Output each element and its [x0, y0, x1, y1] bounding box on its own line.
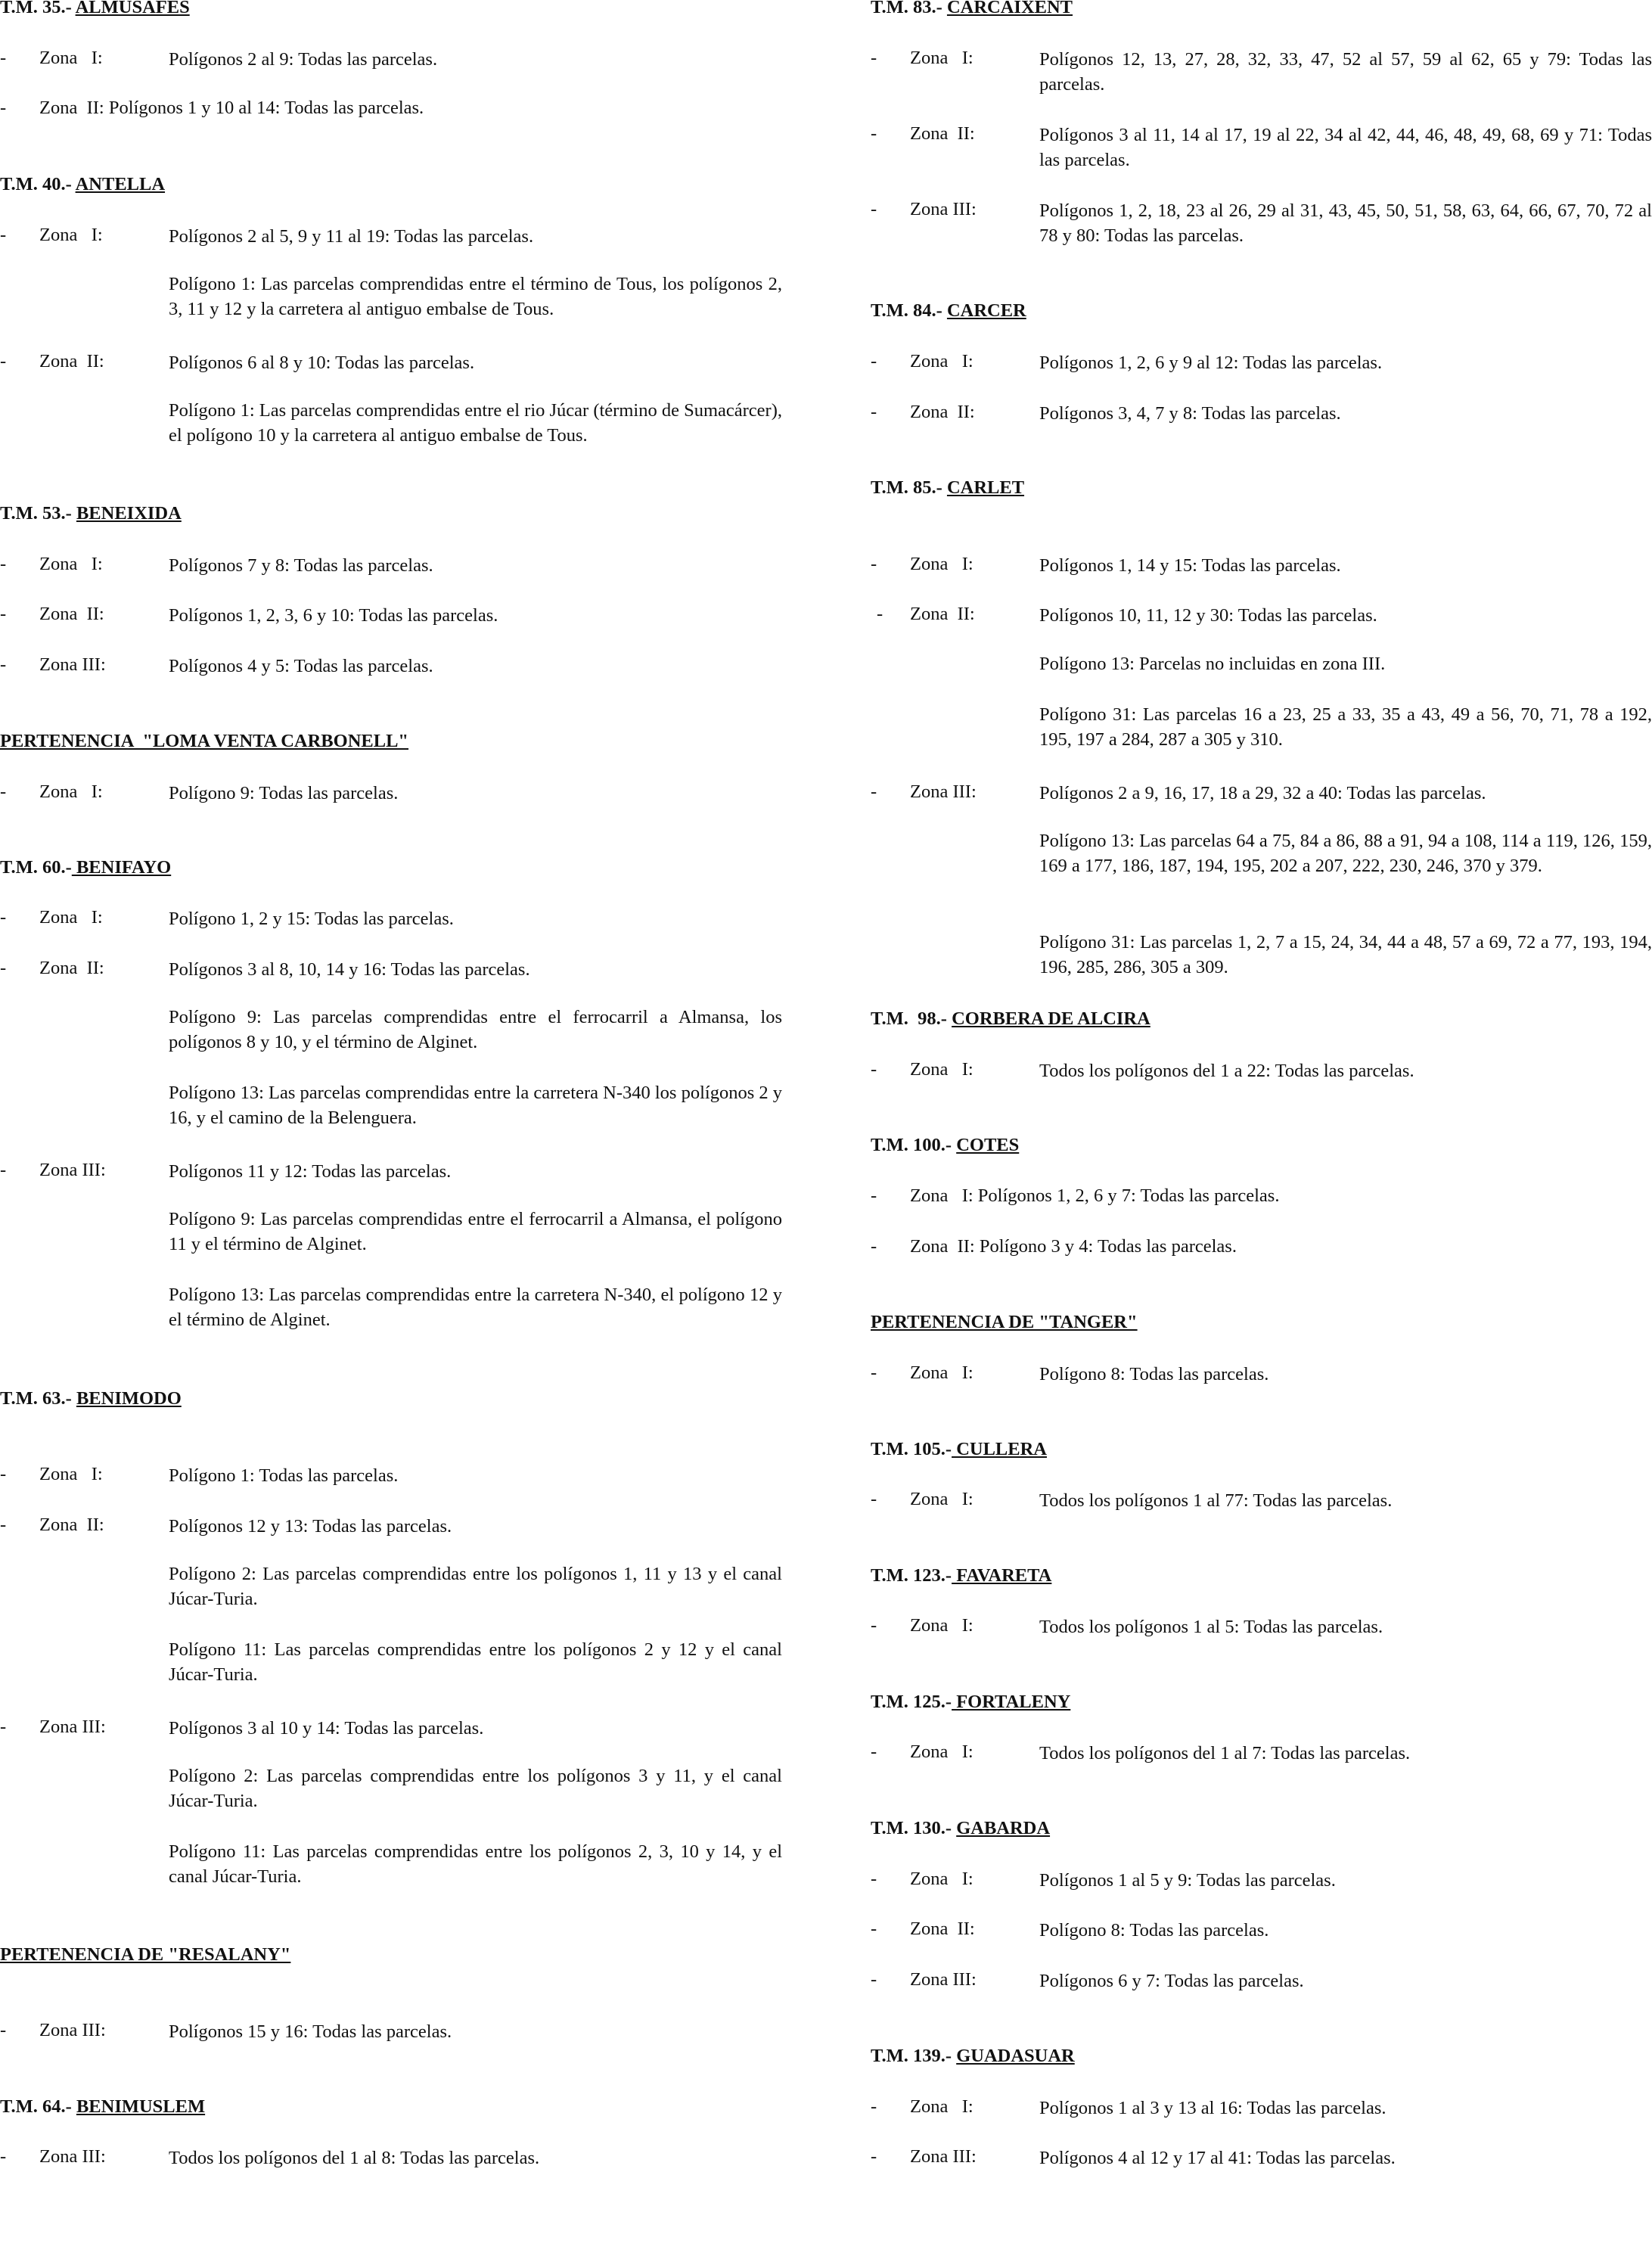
bullet-dash: -	[0, 907, 7, 928]
bullet-dash: -	[871, 402, 877, 422]
bullet-dash: -	[871, 781, 877, 802]
bullet-dash: -	[871, 1742, 877, 1762]
tm-number: T.M. 84.-	[871, 300, 942, 321]
zone-label: Zona I:	[910, 1059, 974, 1080]
tm-number: T.M. 63.-	[0, 1388, 72, 1409]
zone-row	[871, 198, 1652, 246]
parcel-paragraph: Polígono 9: Las parcelas comprendidas entre el ferrocarril a Almansa, los polígonos 8 y 10, y el término de Alginet.	[169, 1007, 782, 1052]
zone-text: Todos los polígonos del 1 al 7: Todas las parcelas.	[1039, 1743, 1411, 1763]
zone-label: Zona I:	[910, 1869, 974, 1889]
bullet-dash: -	[871, 1919, 877, 1939]
parcel-paragraph: Polígono 1: Las parcelas comprendidas entre el rio Júcar (término de Sumacárcer), el polígono 10 y la carretera al antiguo embalse de Tous.	[169, 400, 782, 446]
zone-text: Todos los polígonos 1 al 5: Todas las parcelas.	[1039, 1617, 1383, 1637]
zone-label: Zona II:	[39, 1515, 104, 1535]
parcel-paragraph: Polígono 13: Las parcelas comprendidas entre la carretera N-340, el polígono 12 y el término de Alginet.	[169, 1285, 782, 1330]
bullet-dash: -	[0, 1515, 7, 1535]
bullet-dash: -	[877, 604, 883, 624]
bullet-dash: -	[871, 1236, 877, 1257]
parcel-paragraph: Polígono 31: Las parcelas 16 a 23, 25 a 33, 35 a 43, 49 a 56, 70, 71, 78 a 192, 195, 197 a 284, 287 a 305 y 310.	[1039, 704, 1652, 750]
zone-label: Zona I:	[910, 48, 974, 68]
zone-label: Zona II:	[910, 1919, 975, 1939]
zone-row	[871, 1968, 1652, 1991]
zone-row	[871, 603, 1652, 626]
municipality-name: FORTALENY	[952, 1692, 1071, 1712]
parcel-paragraph: Polígono 11: Las parcelas comprendidas entre los polígonos 2 y 12 y el canal Júcar-Turia.	[169, 1639, 782, 1685]
bullet-dash: -	[0, 1464, 7, 1484]
zone-text: Polígonos 1, 14 y 15: Todas las parcelas.	[1039, 555, 1341, 576]
bullet-dash: -	[0, 225, 7, 245]
bullet-dash: -	[871, 48, 877, 68]
zone-row	[871, 1185, 1652, 1207]
bullet-dash: -	[0, 1160, 7, 1180]
zone-text: Polígonos 4 al 12 y 17 al 41: Todas las parcelas.	[1039, 2148, 1396, 2168]
zone-row	[0, 47, 782, 70]
municipality-name: CARCAIXENT	[946, 0, 1073, 17]
zone-row	[0, 654, 782, 676]
parcel-paragraph: Polígono 13: Las parcelas 64 a 75, 84 a 86, 88 a 91, 94 a 108, 114 a 119, 126, 159, 169 a 177, 186, 187, 194, 195, 202 a 207, 222, 230, 246, 370 y 379.	[1039, 831, 1652, 876]
heading-almusafes	[0, 0, 190, 19]
tm-number: T.M. 100.-	[871, 1135, 952, 1155]
zone-label: Zona I:	[910, 2096, 974, 2117]
bullet-dash: -	[0, 604, 7, 624]
zone-label: Zona I:	[910, 1363, 974, 1383]
zone-text: Polígonos 10, 11, 12 y 30: Todas las parcelas.	[1039, 605, 1377, 626]
bullet-dash: -	[871, 1059, 877, 1080]
tm-number: T.M. 139.-	[871, 2046, 952, 2066]
bullet-dash: -	[0, 1717, 7, 1737]
zone-label: Zona I:	[39, 554, 103, 574]
zone-text: Polígono 9: Todas las parcelas.	[169, 783, 399, 803]
zone-row	[871, 1741, 1652, 1763]
zone-label: Zona III:	[39, 654, 106, 675]
pertenencia-title: PERTENENCIA DE "TANGER"	[871, 1312, 1138, 1332]
zone-label: Zona I:	[910, 1489, 974, 1509]
tm-number: T.M. 123.-	[871, 1565, 952, 1586]
bullet-dash: -	[871, 1185, 877, 1206]
parcel-paragraph: Polígono 31: Las parcelas 1, 2, 7 a 15, 24, 34, 44 a 48, 57 a 69, 72 a 77, 193, 194, 196, 285, 286, 305 a 309.	[1039, 932, 1652, 977]
zone-row	[0, 553, 782, 576]
zone-text: Polígonos 7 y 8: Todas las parcelas.	[169, 555, 433, 576]
zone-text: Polígonos 3 al 10 y 14: Todas las parcelas.	[169, 1718, 484, 1739]
parcel-paragraph: Polígono 11: Las parcelas comprendidas entre los polígonos 2, 3, 10 y 14, y el canal Júcar-Turia.	[169, 1841, 782, 1887]
zone-text: Todos los polígonos del 1 a 22: Todas las parcelas.	[1039, 1061, 1414, 1081]
zone-row	[0, 350, 782, 373]
zone-row	[0, 224, 782, 247]
heading-guadasuar	[871, 2045, 1075, 2068]
zone-label: Zona III:	[910, 781, 977, 802]
zone-text: Polígonos 3 al 11, 14 al 17, 19 al 22, 34 al 42, 44, 46, 48, 49, 68, 69 y 71: Todas las parcelas.	[1039, 125, 1652, 170]
heading-fortaleny	[871, 1691, 1070, 1714]
zone-row	[0, 97, 782, 120]
zone-text: Polígonos 1, 2, 18, 23 al 26, 29 al 31, 43, 45, 50, 51, 58, 63, 64, 66, 67, 70, 72 al 78 y 80: Todas las parcelas.	[1039, 200, 1652, 246]
zone-row	[871, 47, 1652, 95]
municipality-name: CORBERA DE ALCIRA	[952, 1008, 1150, 1029]
zone-label: Zona I:	[910, 351, 974, 371]
zone-row	[0, 957, 782, 980]
zone-label: Zona I:	[39, 781, 103, 802]
zone-inline-text: Zona II: Polígono 3 y 4: Todas las parcelas.	[910, 1236, 1237, 1257]
heading-carlet	[871, 477, 1024, 499]
zone-text: Polígonos 12 y 13: Todas las parcelas.	[169, 1516, 452, 1537]
zone-row	[0, 2019, 782, 2042]
bullet-dash: -	[871, 1615, 877, 1636]
zone-label: Zona II:	[910, 123, 975, 144]
tm-number: T.M. 130.-	[871, 1818, 952, 1838]
zone-text: Polígonos 1 al 3 y 13 al 16: Todas las parcelas.	[1039, 2098, 1386, 2118]
heading-pertenencia-tanger	[871, 1311, 1138, 1334]
zone-text: Polígono 8: Todas las parcelas.	[1039, 1920, 1269, 1941]
parcel-paragraph: Polígono 2: Las parcelas comprendidas entre los polígonos 3 y 11, y el canal Júcar-Turia.	[169, 1766, 782, 1811]
tm-number: T.M. 35.-	[0, 0, 72, 17]
zone-row	[871, 1058, 1652, 1081]
bullet-dash: -	[871, 1969, 877, 1990]
heading-cotes	[871, 1134, 1019, 1157]
tm-number: T.M. 40.-	[0, 174, 72, 194]
zone-text: Polígonos 4 y 5: Todas las parcelas.	[169, 656, 433, 676]
zone-label: Zona II:	[910, 604, 975, 624]
tm-number: T.M. 85.-	[871, 477, 942, 498]
zone-label: Zona I:	[39, 907, 103, 928]
zone-row	[871, 350, 1652, 373]
zone-text: Polígono 1, 2 y 15: Todas las parcelas.	[169, 909, 454, 929]
tm-number: T.M. 60.-	[0, 857, 72, 878]
tm-number: T.M. 53.-	[0, 503, 72, 524]
municipality-name: CULLERA	[952, 1439, 1047, 1459]
heading-carcaixent	[871, 0, 1073, 19]
zone-text: Polígono 1: Todas las parcelas.	[169, 1465, 399, 1486]
zone-label: Zona I:	[910, 1742, 974, 1762]
bullet-dash: -	[0, 2146, 7, 2167]
parcel-paragraph: Polígono 9: Las parcelas comprendidas entre el ferrocarril a Almansa, el polígono 11 y el término de Alginet.	[169, 1209, 782, 1254]
heading-benimodo	[0, 1387, 182, 1410]
bullet-dash: -	[871, 2096, 877, 2117]
zone-row	[0, 1159, 782, 1182]
bullet-dash: -	[0, 2020, 7, 2040]
heading-antella	[0, 173, 165, 196]
zone-label: Zona I:	[39, 225, 103, 245]
zone-label: Zona II:	[39, 958, 104, 978]
municipality-name: GUADASUAR	[956, 2046, 1075, 2066]
parcel-paragraph: Polígono 13: Las parcelas comprendidas entre la carretera N-340 los polígonos 2 y 16, y el camino de la Belenguera.	[169, 1083, 782, 1128]
zone-label: Zona I:	[39, 48, 103, 68]
zone-row	[871, 2096, 1652, 2118]
zone-text: Polígonos 11 y 12: Todas las parcelas.	[169, 1161, 452, 1182]
zone-row	[871, 123, 1652, 170]
parcel-paragraph: Polígono 13: Parcelas no incluidas en zona III.	[1039, 654, 1386, 674]
municipality-name: COTES	[956, 1135, 1020, 1155]
zone-text: Polígonos 3 al 8, 10, 14 y 16: Todas las parcelas.	[169, 959, 530, 980]
pertenencia-title: PERTENENCIA "LOMA VENTA CARBONELL"	[0, 731, 409, 751]
municipality-name: ALMUSAFES	[75, 0, 190, 17]
heading-pertenencia-resalany	[0, 1944, 290, 1966]
heading-benimuslem	[0, 2096, 205, 2118]
zone-text: Todos los polígonos del 1 al 8: Todas las parcelas.	[169, 2148, 540, 2168]
zone-row	[871, 401, 1652, 424]
zone-row	[871, 1918, 1652, 1941]
zone-inline-text: Zona II: Polígonos 1 y 10 al 14: Todas las parcelas.	[39, 98, 424, 118]
municipality-name: BENIMUSLEM	[76, 2096, 206, 2117]
bullet-dash: -	[871, 123, 877, 144]
zone-text: Polígonos 2 al 9: Todas las parcelas.	[169, 49, 438, 70]
zone-row	[0, 603, 782, 626]
zone-text: Polígonos 1 al 5 y 9: Todas las parcelas.	[1039, 1870, 1336, 1891]
zone-text: Todos los polígonos 1 al 77: Todas las parcelas.	[1039, 1490, 1393, 1511]
zone-row	[871, 1614, 1652, 1637]
zone-label: Zona III:	[39, 1717, 106, 1737]
zone-text: Polígonos 12, 13, 27, 28, 32, 33, 47, 52 al 57, 59 al 62, 65 y 79: Todas las parcelas.	[1039, 49, 1652, 95]
zone-text: Polígonos 3, 4, 7 y 8: Todas las parcelas.	[1039, 403, 1341, 424]
bullet-dash: -	[0, 98, 7, 118]
zone-text: Polígonos 1, 2, 6 y 9 al 12: Todas las parcelas.	[1039, 353, 1383, 373]
zone-row	[0, 1716, 782, 1739]
bullet-dash: -	[0, 654, 7, 675]
zone-row	[0, 781, 782, 803]
municipality-name: CARLET	[946, 477, 1025, 498]
tm-number: T.M. 83.-	[871, 0, 942, 17]
zone-label: Zona II:	[39, 604, 104, 624]
tm-number: T.M. 64.-	[0, 2096, 72, 2117]
heading-favareta	[871, 1565, 1051, 1587]
zone-row	[871, 1868, 1652, 1891]
zone-label: Zona III:	[39, 2020, 106, 2040]
zone-row	[0, 2146, 782, 2168]
bullet-dash: -	[0, 351, 7, 371]
tm-number: T.M. 98.-	[871, 1008, 947, 1029]
zone-row	[0, 1514, 782, 1537]
zone-row	[871, 1235, 1652, 1258]
municipality-name: BENIMODO	[76, 1388, 182, 1409]
zone-row	[0, 906, 782, 929]
zone-label: Zona III:	[910, 1969, 977, 1990]
zone-text: Polígonos 2 al 5, 9 y 11 al 19: Todas las parcelas.	[169, 226, 534, 247]
zone-label: Zona III:	[910, 2146, 977, 2167]
heading-pertenencia-loma	[0, 730, 408, 753]
municipality-name: GABARDA	[956, 1818, 1051, 1838]
zone-row	[871, 1362, 1652, 1384]
heading-benifayo	[0, 856, 171, 879]
zone-text: Polígono 8: Todas las parcelas.	[1039, 1364, 1269, 1384]
pertenencia-title: PERTENENCIA DE "RESALANY"	[0, 1944, 291, 1965]
bullet-dash: -	[0, 554, 7, 574]
tm-number: T.M. 105.-	[871, 1439, 952, 1459]
bullet-dash: -	[0, 48, 7, 68]
zone-text: Polígonos 1, 2, 3, 6 y 10: Todas las parcelas.	[169, 605, 498, 626]
zone-label: Zona III:	[39, 1160, 106, 1180]
bullet-dash: -	[0, 781, 7, 802]
heading-carcer	[871, 300, 1026, 322]
heading-gabarda	[871, 1817, 1050, 1840]
parcel-paragraph: Polígono 2: Las parcelas comprendidas entre los polígonos 1, 11 y 13 y el canal Júcar-Turia.	[169, 1564, 782, 1609]
tm-number: T.M. 125.-	[871, 1692, 952, 1712]
heading-cullera	[871, 1438, 1047, 1461]
bullet-dash: -	[0, 958, 7, 978]
parcel-paragraph: Polígono 1: Las parcelas comprendidas entre el término de Tous, los polígonos 2, 3, 11 y 12 y la carretera al antiguo embalse de Tous.	[169, 274, 782, 319]
zone-label: Zona III:	[39, 2146, 106, 2167]
heading-corbera	[871, 1008, 1150, 1030]
municipality-name: ANTELLA	[75, 174, 166, 194]
bullet-dash: -	[871, 554, 877, 574]
zone-label: Zona II:	[910, 402, 975, 422]
municipality-name: BENIFAYO	[71, 857, 172, 878]
zone-label: Zona I:	[910, 554, 974, 574]
bullet-dash: -	[871, 1869, 877, 1889]
municipality-name: BENEIXIDA	[76, 503, 182, 524]
zone-row	[0, 1463, 782, 1486]
bullet-dash: -	[871, 2146, 877, 2167]
zone-row	[871, 553, 1652, 576]
bullet-dash: -	[871, 1363, 877, 1383]
bullet-dash: -	[871, 199, 877, 219]
zone-text: Polígonos 6 al 8 y 10: Todas las parcelas.	[169, 353, 475, 373]
zone-text: Polígonos 2 a 9, 16, 17, 18 a 29, 32 a 40: Todas las parcelas.	[1039, 783, 1486, 803]
zone-text: Polígonos 15 y 16: Todas las parcelas.	[169, 2021, 452, 2042]
municipality-name: FAVARETA	[952, 1565, 1052, 1586]
zone-inline-text: Zona I: Polígonos 1, 2, 6 y 7: Todas las parcelas.	[910, 1185, 1280, 1206]
zone-row	[871, 2146, 1652, 2168]
municipality-name: CARCER	[946, 300, 1026, 321]
bullet-dash: -	[871, 1489, 877, 1509]
zone-label: Zona II:	[39, 351, 104, 371]
zone-text: Polígonos 6 y 7: Todas las parcelas.	[1039, 1971, 1304, 1991]
zone-row	[871, 781, 1652, 803]
bullet-dash: -	[871, 351, 877, 371]
heading-beneixida	[0, 502, 182, 525]
zone-label: Zona III:	[910, 199, 977, 219]
zone-label: Zona I:	[39, 1464, 103, 1484]
zone-row	[871, 1488, 1652, 1511]
zone-label: Zona I:	[910, 1615, 974, 1636]
